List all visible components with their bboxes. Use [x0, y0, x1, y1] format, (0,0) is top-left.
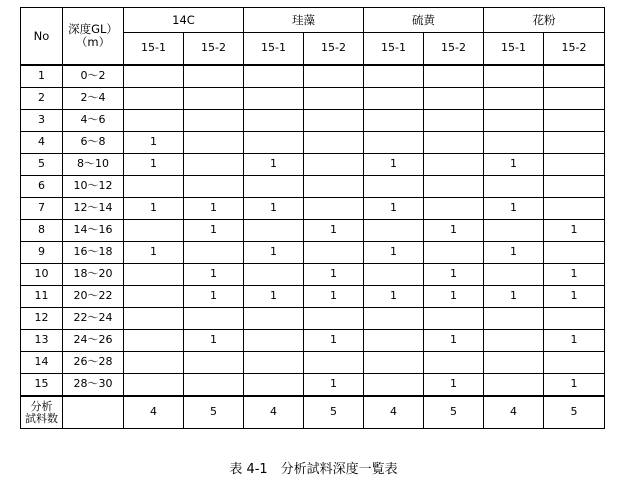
- row-cell: [484, 132, 544, 154]
- row-cell: [244, 220, 304, 242]
- row-cell: [544, 110, 605, 132]
- row-cell: [424, 110, 484, 132]
- row-depth: 10～12: [63, 176, 124, 198]
- table-row: [21, 374, 605, 397]
- row-depth: 6～8: [63, 132, 124, 154]
- table-row: [21, 286, 605, 308]
- table-row: [21, 154, 605, 176]
- row-cell: [184, 132, 244, 154]
- footer-row: [21, 396, 605, 429]
- row-no: 10: [21, 264, 63, 286]
- row-cell: [484, 88, 544, 110]
- header-group-14c: 14C: [124, 8, 244, 33]
- header-sub: 15-1: [364, 33, 424, 66]
- row-depth: 16～18: [63, 242, 124, 264]
- row-cell: [184, 308, 244, 330]
- header-group-diatom: 珪藻: [244, 8, 364, 33]
- row-no: 5: [21, 154, 63, 176]
- row-cell: [304, 176, 364, 198]
- header-group-pollen: 花粉: [484, 8, 605, 33]
- row-cell: 1: [184, 198, 244, 220]
- row-cell: 1: [364, 154, 424, 176]
- row-cell: 1: [544, 220, 605, 242]
- row-cell: [484, 220, 544, 242]
- header-sub: 15-2: [544, 33, 605, 66]
- table-row: [21, 110, 605, 132]
- row-cell: 1: [424, 374, 484, 397]
- row-cell: [544, 88, 605, 110]
- row-cell: [364, 88, 424, 110]
- row-cell: [124, 264, 184, 286]
- row-cell: 1: [124, 242, 184, 264]
- row-no: 3: [21, 110, 63, 132]
- table-row: [21, 352, 605, 374]
- row-cell: [124, 330, 184, 352]
- row-cell: [424, 88, 484, 110]
- header-row-groups: [21, 8, 605, 33]
- row-cell: [484, 374, 544, 397]
- footer-count: 4: [364, 396, 424, 429]
- row-cell: [124, 88, 184, 110]
- row-cell: [244, 374, 304, 397]
- row-cell: [304, 352, 364, 374]
- header-depth: 深度GL） （m）: [63, 8, 124, 66]
- row-cell: [244, 330, 304, 352]
- row-cell: [304, 308, 364, 330]
- row-cell: [544, 352, 605, 374]
- row-cell: 1: [424, 330, 484, 352]
- row-cell: 1: [124, 132, 184, 154]
- row-cell: 1: [304, 286, 364, 308]
- row-cell: [364, 132, 424, 154]
- table-row: [21, 308, 605, 330]
- footer-empty: [63, 396, 124, 429]
- row-cell: [424, 352, 484, 374]
- row-cell: [424, 176, 484, 198]
- row-cell: [364, 374, 424, 397]
- row-no: 14: [21, 352, 63, 374]
- row-cell: 1: [544, 286, 605, 308]
- row-cell: [244, 132, 304, 154]
- row-cell: [484, 264, 544, 286]
- row-cell: [364, 176, 424, 198]
- row-no: 15: [21, 374, 63, 397]
- row-cell: [304, 110, 364, 132]
- row-depth: 12～14: [63, 198, 124, 220]
- row-depth: 8～10: [63, 154, 124, 176]
- row-depth: 2～4: [63, 88, 124, 110]
- row-cell: [184, 110, 244, 132]
- row-cell: 1: [544, 264, 605, 286]
- row-cell: [184, 352, 244, 374]
- row-depth: 4～6: [63, 110, 124, 132]
- row-cell: [424, 65, 484, 88]
- row-depth: 20～22: [63, 286, 124, 308]
- row-cell: [244, 110, 304, 132]
- row-cell: 1: [484, 198, 544, 220]
- row-cell: [424, 308, 484, 330]
- table-row: [21, 132, 605, 154]
- row-cell: [484, 330, 544, 352]
- header-sub: 15-2: [184, 33, 244, 66]
- row-cell: [124, 176, 184, 198]
- row-cell: [484, 65, 544, 88]
- row-no: 13: [21, 330, 63, 352]
- row-depth: 24～26: [63, 330, 124, 352]
- row-cell: [244, 352, 304, 374]
- row-cell: [304, 65, 364, 88]
- header-sub: 15-1: [124, 33, 184, 66]
- row-cell: [364, 308, 424, 330]
- row-cell: 1: [244, 242, 304, 264]
- row-no: 7: [21, 198, 63, 220]
- table-row: [21, 264, 605, 286]
- footer-count: 4: [484, 396, 544, 429]
- header-sub: 15-2: [424, 33, 484, 66]
- row-depth: 0～2: [63, 65, 124, 88]
- row-cell: 1: [304, 374, 364, 397]
- row-cell: 1: [304, 264, 364, 286]
- footer-label: 分析 試料数: [21, 396, 63, 429]
- header-no: No: [21, 8, 63, 66]
- row-cell: 1: [244, 286, 304, 308]
- table-row: [21, 176, 605, 198]
- row-cell: 1: [184, 220, 244, 242]
- row-no: 6: [21, 176, 63, 198]
- row-cell: 1: [544, 330, 605, 352]
- row-depth: 26～28: [63, 352, 124, 374]
- sample-depth-table: [20, 7, 605, 429]
- header-sub: 15-2: [304, 33, 364, 66]
- table-row: [21, 88, 605, 110]
- row-cell: [364, 352, 424, 374]
- row-no: 11: [21, 286, 63, 308]
- row-cell: 1: [304, 330, 364, 352]
- table-row: [21, 220, 605, 242]
- row-cell: [484, 308, 544, 330]
- row-no: 9: [21, 242, 63, 264]
- row-cell: [244, 264, 304, 286]
- table-row: [21, 242, 605, 264]
- row-cell: [124, 286, 184, 308]
- row-no: 4: [21, 132, 63, 154]
- row-depth: 18～20: [63, 264, 124, 286]
- row-cell: [184, 374, 244, 397]
- row-depth: 22～24: [63, 308, 124, 330]
- footer-count: 5: [184, 396, 244, 429]
- row-cell: 1: [124, 198, 184, 220]
- header-group-sulfur: 硫黄: [364, 8, 484, 33]
- row-depth: 28～30: [63, 374, 124, 397]
- row-cell: 1: [424, 220, 484, 242]
- row-cell: [544, 198, 605, 220]
- row-cell: [184, 65, 244, 88]
- row-cell: 1: [364, 242, 424, 264]
- row-cell: [184, 242, 244, 264]
- table-row: [21, 65, 605, 88]
- row-no: 1: [21, 65, 63, 88]
- row-cell: [304, 88, 364, 110]
- footer-count: 4: [124, 396, 184, 429]
- row-cell: [304, 132, 364, 154]
- row-cell: [544, 65, 605, 88]
- row-cell: [484, 176, 544, 198]
- header-sub: 15-1: [484, 33, 544, 66]
- row-cell: [484, 352, 544, 374]
- row-cell: 1: [544, 374, 605, 397]
- row-cell: [484, 110, 544, 132]
- row-cell: 1: [184, 264, 244, 286]
- row-cell: 1: [244, 154, 304, 176]
- footer-count: 5: [424, 396, 484, 429]
- row-no: 12: [21, 308, 63, 330]
- row-cell: 1: [244, 198, 304, 220]
- header-sub: 15-1: [244, 33, 304, 66]
- row-cell: 1: [484, 154, 544, 176]
- row-cell: [544, 242, 605, 264]
- row-cell: 1: [184, 330, 244, 352]
- row-cell: 1: [124, 154, 184, 176]
- row-cell: 1: [424, 264, 484, 286]
- row-cell: [304, 198, 364, 220]
- table-caption: 表 4-1 分析試料深度一覧表: [229, 462, 398, 477]
- row-cell: [364, 220, 424, 242]
- row-cell: [124, 352, 184, 374]
- row-cell: [124, 220, 184, 242]
- row-cell: 1: [184, 286, 244, 308]
- row-cell: [244, 308, 304, 330]
- row-cell: [364, 65, 424, 88]
- row-cell: [544, 176, 605, 198]
- table-row: [21, 198, 605, 220]
- row-cell: [544, 308, 605, 330]
- row-cell: [304, 154, 364, 176]
- row-cell: [424, 242, 484, 264]
- row-cell: [364, 264, 424, 286]
- row-cell: [244, 176, 304, 198]
- table-row: [21, 330, 605, 352]
- row-cell: 1: [364, 198, 424, 220]
- row-cell: [424, 154, 484, 176]
- row-cell: [124, 374, 184, 397]
- row-no: 8: [21, 220, 63, 242]
- row-cell: [544, 132, 605, 154]
- row-cell: 1: [484, 242, 544, 264]
- row-cell: [364, 330, 424, 352]
- row-cell: [364, 110, 424, 132]
- row-cell: [124, 308, 184, 330]
- footer-count: 5: [544, 396, 605, 429]
- row-cell: [244, 65, 304, 88]
- row-cell: [184, 88, 244, 110]
- row-cell: [544, 154, 605, 176]
- row-cell: 1: [364, 286, 424, 308]
- footer-count: 5: [304, 396, 364, 429]
- row-cell: 1: [304, 220, 364, 242]
- row-cell: [124, 65, 184, 88]
- row-cell: [124, 110, 184, 132]
- row-cell: [184, 176, 244, 198]
- row-cell: [424, 198, 484, 220]
- row-no: 2: [21, 88, 63, 110]
- row-cell: [424, 132, 484, 154]
- row-cell: [184, 154, 244, 176]
- row-cell: 1: [424, 286, 484, 308]
- row-cell: [304, 242, 364, 264]
- row-cell: [244, 88, 304, 110]
- row-depth: 14～16: [63, 220, 124, 242]
- footer-count: 4: [244, 396, 304, 429]
- row-cell: 1: [484, 286, 544, 308]
